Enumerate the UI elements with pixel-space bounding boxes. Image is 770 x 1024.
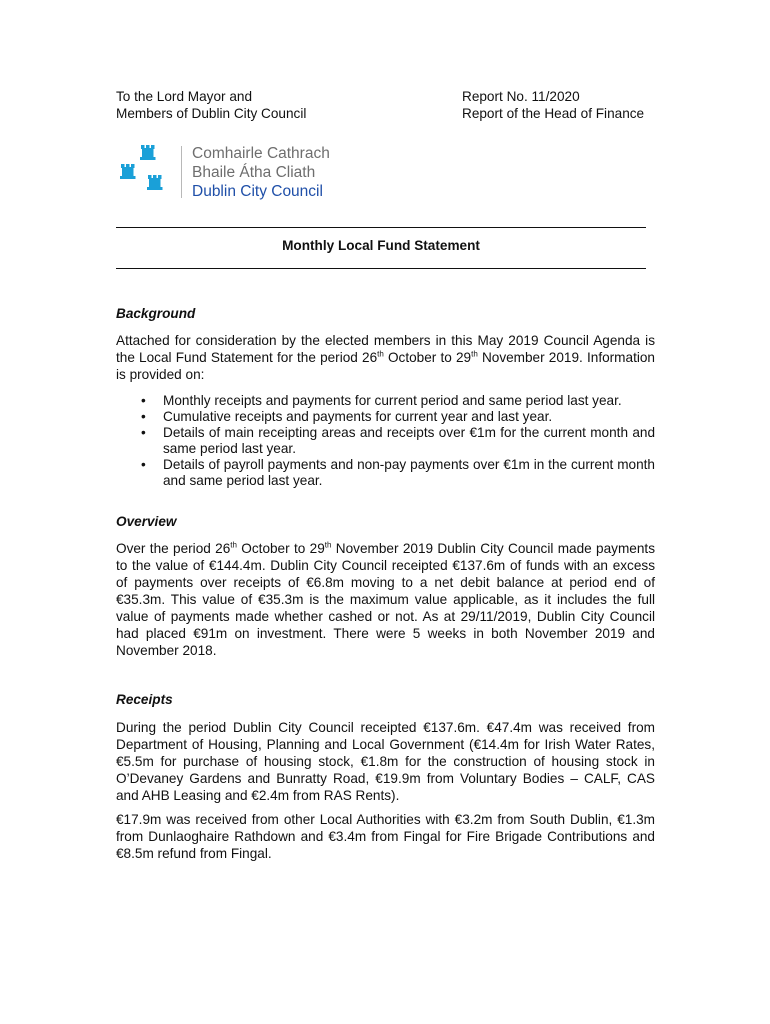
list-item: • Details of payroll payments and non-pay payments over €1m in the current month and same period last year.	[116, 457, 655, 489]
logo-line-irish-2: Bhaile Átha Cliath	[192, 164, 316, 181]
logo-divider	[181, 146, 182, 198]
information-list	[116, 393, 655, 489]
receipts-paragraph-2: €17.9m was received from other Local Authorities with €3.2m from South Dublin, €1.3m from Dunlaoghaire Rathdown and €3.4m from Fingal for Fire Brigade Contributions and €8.5m refund from Fingal.	[116, 812, 655, 861]
report-number: Report No. 11/2020	[462, 89, 580, 104]
logo-line-irish-1: Comhairle Cathrach	[192, 145, 330, 162]
title-rule-top	[116, 227, 646, 228]
recipient-line: Members of Dublin City Council	[116, 106, 307, 121]
title-rule-bottom	[116, 268, 646, 269]
logo-wordmark	[192, 144, 330, 201]
list-item: • Monthly receipts and payments for current period and same period last year.	[116, 393, 655, 409]
castles-crest-icon	[116, 142, 176, 200]
receipts-heading: Receipts	[116, 692, 173, 707]
overview-heading: Overview	[116, 514, 177, 529]
recipient-block	[116, 88, 306, 122]
report-author: Report of the Head of Finance	[462, 106, 645, 121]
list-item: • Details of main receipting areas and receipts over €1m for the current month and same period last year.	[116, 425, 655, 457]
recipient-line: To the Lord Mayor and	[116, 89, 253, 104]
overview-paragraph: Over the period 26th October to 29th November 2019 Dublin City Council made payments to the value of €144.4m. Dublin City Council receipted €137.6m of funds with an excess of payments over receipts of €6.8m moving to a net debit balance at period end of €35.3m. This value of €35.3m is the maximum value applicable, as it includes the full value of payments made whether cashed or not. As at 29/11/2019, Dublin City Council had placed €91m on investment. There were 5 weeks in both November 2019 and November 2018.	[116, 540, 655, 658]
background-intro: Attached for consideration by the elected members in this May 2019 Council Agenda is the Local Fund Statement for the period 26th October to 29th November 2019. Information is provided on:	[116, 333, 655, 382]
report-info-block	[462, 88, 644, 122]
council-logo	[116, 142, 346, 202]
background-heading: Background	[116, 306, 196, 321]
receipts-paragraph-1: During the period Dublin City Council receipted €137.6m. €47.4m was received from Department of Housing, Planning and Local Government (€14.4m for Irish Water Rates, €5.5m for purchase of housing stock, €1.8m for the construction of housing stock in O’Devaney Gardens and Bunratty Road, €19.9m from Voluntary Bodies – CALF, CAS and AHB Leasing and €2.4m from RAS Rents).	[116, 720, 655, 803]
document-title: Monthly Local Fund Statement	[282, 238, 480, 253]
logo-line-english: Dublin City Council	[192, 183, 323, 200]
list-item: • Cumulative receipts and payments for current year and last year.	[116, 409, 655, 425]
